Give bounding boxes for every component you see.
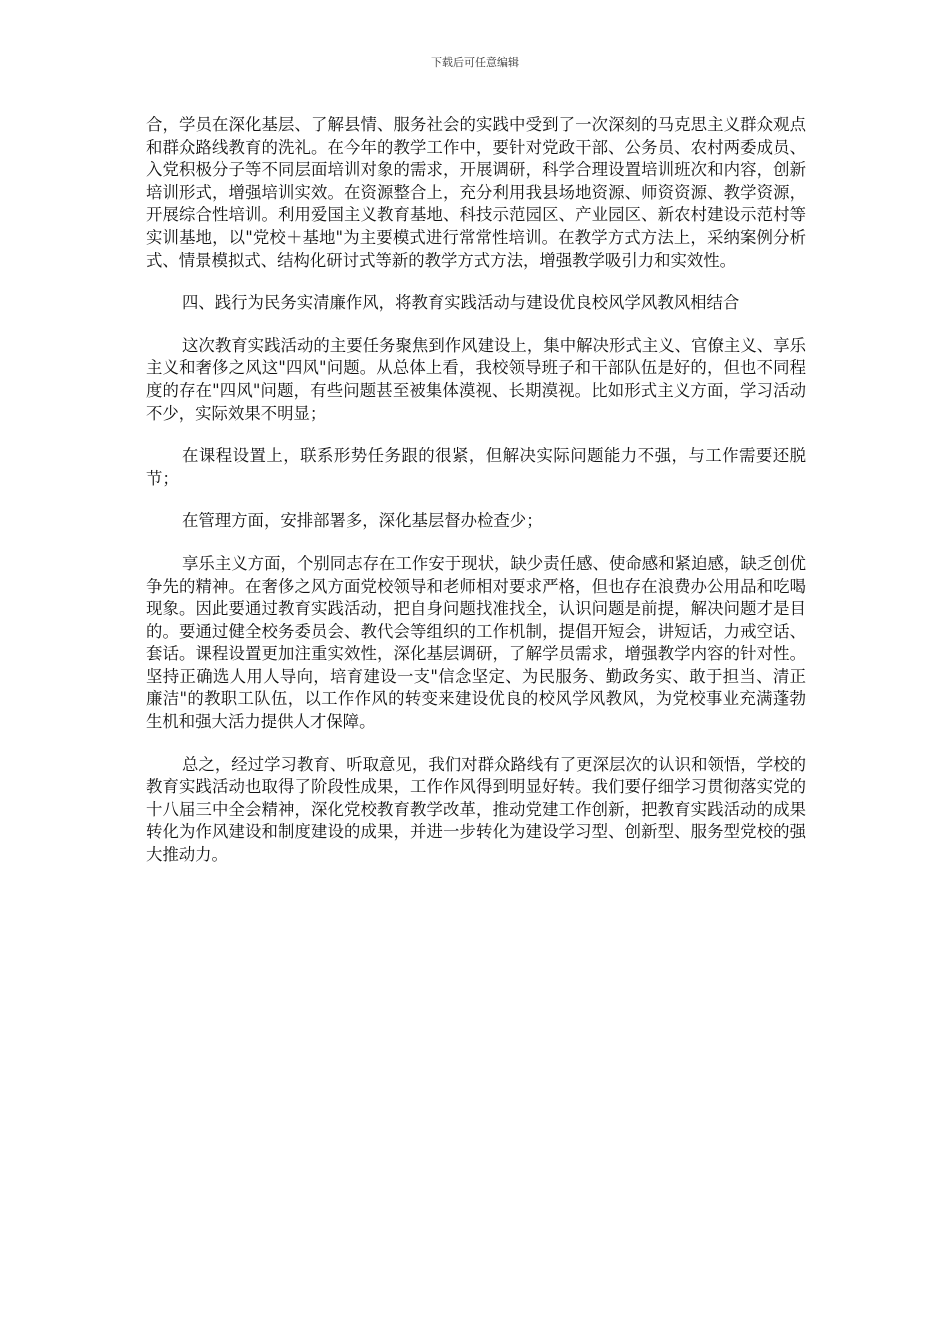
page-header: 下载后可任意编辑 — [431, 56, 519, 69]
paragraph-continuation: 合，学员在深化基层、了解县情、服务社会的实践中受到了一次深刻的马克思主义群众观点和群众路线教育的洗礼。在今年的教学工作中，要针对党政干部、公务员、农村两委成员、入党积极分子等不同层面培训对象的需求，开展调研，科学合理设置培训班次和内容，创新培训形式，增强培训实效。在资源整合上，充分利用我县场地资源、师资资源、教学资源，开展综合性培训。利用爱国主义教育基地、科技示范园区、产业园区、新农村建设示范村等实训基地，以"党校＋基地"为主要模式进行常常性培训。在教学方式方法上，采纳案例分析式、情景模拟式、结构化研讨式等新的教学方式方法，增强教学吸引力和实效性。 — [146, 115, 806, 270]
section-heading: 四、践行为民务实清廉作风，将教育实践活动与建设优良校风学风教风相结合 — [182, 293, 740, 313]
document-body — [146, 114, 806, 887]
paragraph: 在管理方面，安排部署多，深化基层督办检查少； — [182, 511, 543, 531]
paragraph: 这次教育实践活动的主要任务聚焦到作风建设上，集中解决形式主义、官僚主义、享乐主义和奢侈之风这"四风"问题。从总体上看，我校领导班子和干部队伍是好的，但也不同程度的存在"四风"问题，有些问题甚至被集体漠视、长期漠视。比如形式主义方面，学习活动不少，实际效果不明显； — [146, 335, 806, 423]
paragraph-conclusion: 总之，经过学习教育、听取意见，我们对群众路线有了更深层次的认识和领悟，学校的教育实践活动也取得了阶段性成果，工作作风得到明显好转。我们要仔细学习贯彻落实党的十八届三中全会精神，深化党校教育教学改革，推动党建工作创新，把教育实践活动的成果转化为作风建设和制度建设的成果，并进一步转化为建设学习型、创新型、服务型党校的强大推动力。 — [146, 754, 806, 865]
paragraph: 在课程设置上，联系形势任务跟的很紧，但解决实际问题能力不强，与工作需要还脱节； — [146, 446, 806, 488]
paragraph: 享乐主义方面，个别同志存在工作安于现状，缺少责任感、使命感和紧迫感，缺乏创优争先的精神。在奢侈之风方面党校领导和老师相对要求严格，但也存在浪费办公用品和吃喝现象。因此要通过教育实践活动，把自身问题找准找全，认识问题是前提，解决问题才是目的。要通过健全校务委员会、教代会等组织的工作机制，提倡开短会，讲短话，力戒空话、套话。课程设置更加注重实效性，深化基层调研，了解学员需求，增强教学内容的针对性。坚持正确选人用人导向，培育建设一支"信念坚定、为民服务、勤政务实、敢于担当、清正廉洁"的教职工队伍，以工作作风的转变来建设优良的校风学风教风，为党校事业充满蓬勃生机和强大活力提供人才保障。 — [146, 553, 806, 732]
